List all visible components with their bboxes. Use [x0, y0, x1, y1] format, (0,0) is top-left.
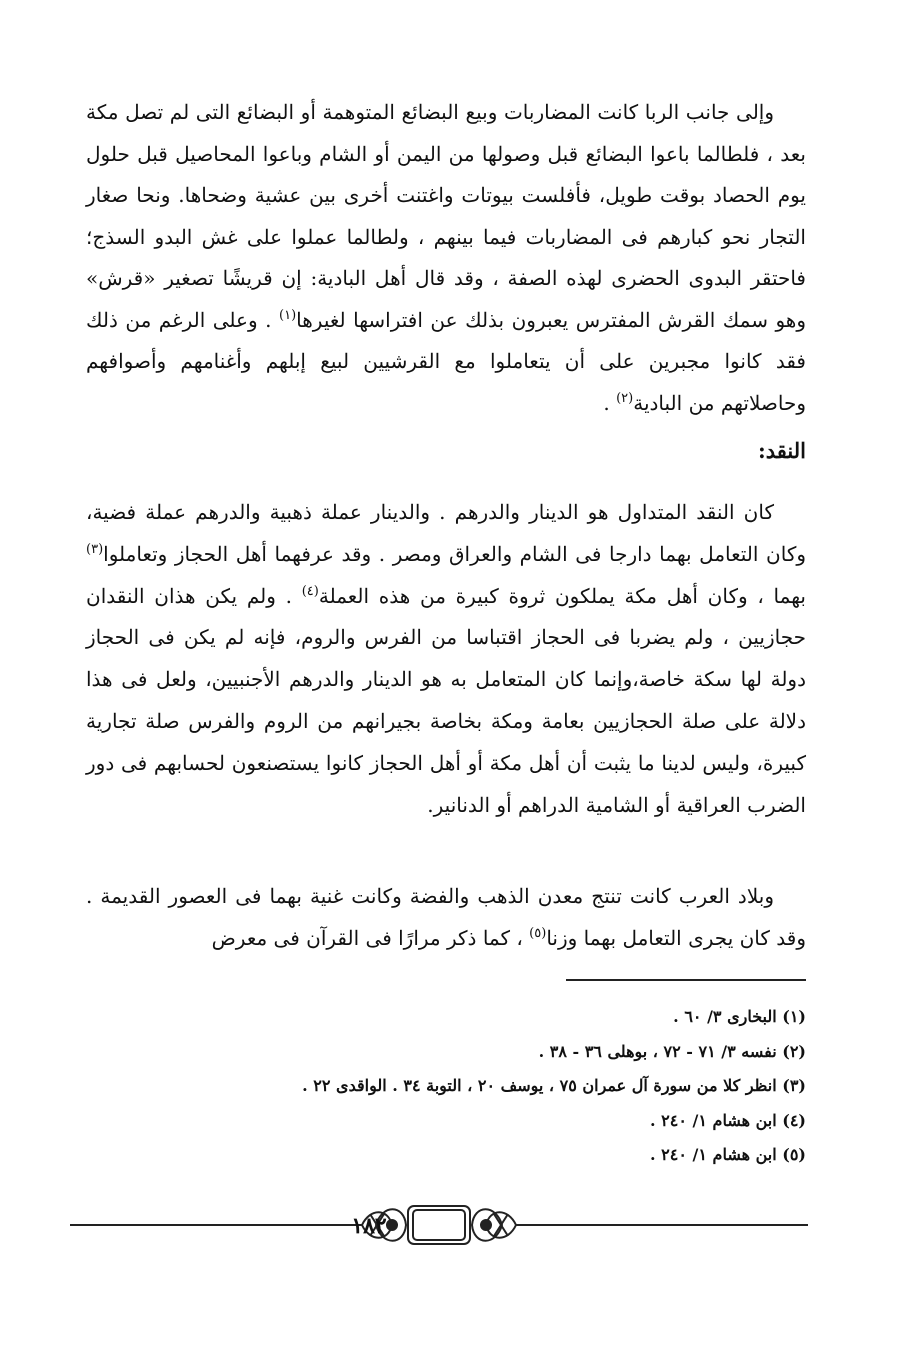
paragraph-text: . — [603, 390, 617, 415]
footnote-divider — [566, 979, 806, 981]
paragraph-text: . وعلى الرغم من ذلك فقد كانوا مجبرين على أن يتعاملوا مع القرشيين لبيع إبلهم وأغنامهم وأصوافهم وحاصلاتهم من البادية — [86, 307, 806, 415]
paragraph-gold-silver — [86, 876, 806, 959]
footnote-item: (١) البخارى ٣/ ٦٠ . — [673, 1007, 806, 1026]
page-number: ١٨٢ — [351, 1213, 387, 1239]
paragraph-usury-speculation — [86, 92, 806, 424]
decorative-border-icon — [70, 1200, 808, 1250]
paragraph-text: ، كما ذكر مرارًا فى القرآن فى معرض — [211, 925, 530, 950]
footnote-item: (٤) ابن هشام ١/ ٢٤٠ . — [650, 1110, 806, 1130]
footnote-item: (٣) انظر كلا من سورة آل عمران ٧٥ ، يوسف ٢٠ ، التوبة ٣٤ . الواقدى ٢٢ . — [302, 1076, 806, 1095]
footnote-ref-5[interactable]: (٥) — [529, 925, 547, 941]
paragraph-text: بهما ، وكان أهل مكة يملكون ثروة كبيرة من هذه العملة — [318, 583, 806, 608]
footnote-ref-2[interactable]: (٢) — [616, 390, 634, 406]
paragraph-text: وبلاد العرب كانت تنتج معدن الذهب والفضة وكانت غنية بهما فى العصور القديمة . وقد كان يجرى التعامل بهما وزنا — [86, 884, 806, 950]
footnote-ref-1[interactable]: (١) — [279, 307, 297, 323]
paragraph-text: وإلى جانب الربا كانت المضاربات وبيع البضائع المتوهمة أو البضائع التى لم تصل مكة بعد ، فلطالما باعوا البضائع قبل وصولها من اليمن أو الشام وباعوا المحاصيل قبل حلول يوم الحصاد بوقت طويل، فأفلست بيوتات واغتنت أخرى بين عشية وضحاها. ونحا صغار التجار نحو كبارهم فى المضاربات فيما بينهم ، ولطالما عملوا على غش البدو السذج؛ فاحتقر البدوى الحضرى لهذه الصفة ، وقد قال أهل البادية: إن قريشًا تصغير «قرش» وهو سمك القرش المفترس يعبرون بذلك عن افتراسها لغيرها — [86, 100, 806, 332]
footnote-ref-4[interactable]: (٤) — [301, 583, 319, 599]
footnotes-list — [86, 1000, 806, 1173]
section-heading-currency: النقد: — [758, 438, 806, 463]
paragraph-text: . ولم يكن هذان النقدان حجازيين ، ولم يضربا فى الحجاز اقتباسا من الفرس والروم، فإنه لم يكن فى الحجاز دولة لها سكة خاصة،وإنما كان المتعامل به هو الدينار والدرهم الأجنبيين، ولعل فى هذا دلالة على صلة الحجازيين بعامة ومكة بخاصة بجيرانهم من الروم والفرس صلة تجارية كبيرة، وليس لدينا ما يثبت أن أهل مكة أو أهل الحجاز كانوا يستصنعون لحسابهم فى دور الضرب العراقية أو الشامية الدراهم أو الدنانير. — [86, 583, 806, 817]
footnote-item: (٥) ابن هشام ١/ ٢٤٠ . — [650, 1145, 806, 1164]
paragraph-text: كان النقد المتداول هو الدينار والدرهم . والدينار عملة ذهبية والدرهم عملة فضية، وكان التعامل بهما دارجا فى الشام والعراق ومصر . وقد عرفهما أهل الحجاز وتعاملوا — [86, 500, 806, 566]
paragraph-currency — [86, 492, 806, 826]
footnote-item: (٢) نفسه ٣/ ٧١ - ٧٢ ، بوهلى ٣٦ - ٣٨ . — [538, 1041, 806, 1061]
footnote-ref-3[interactable]: (٣) — [86, 541, 104, 557]
